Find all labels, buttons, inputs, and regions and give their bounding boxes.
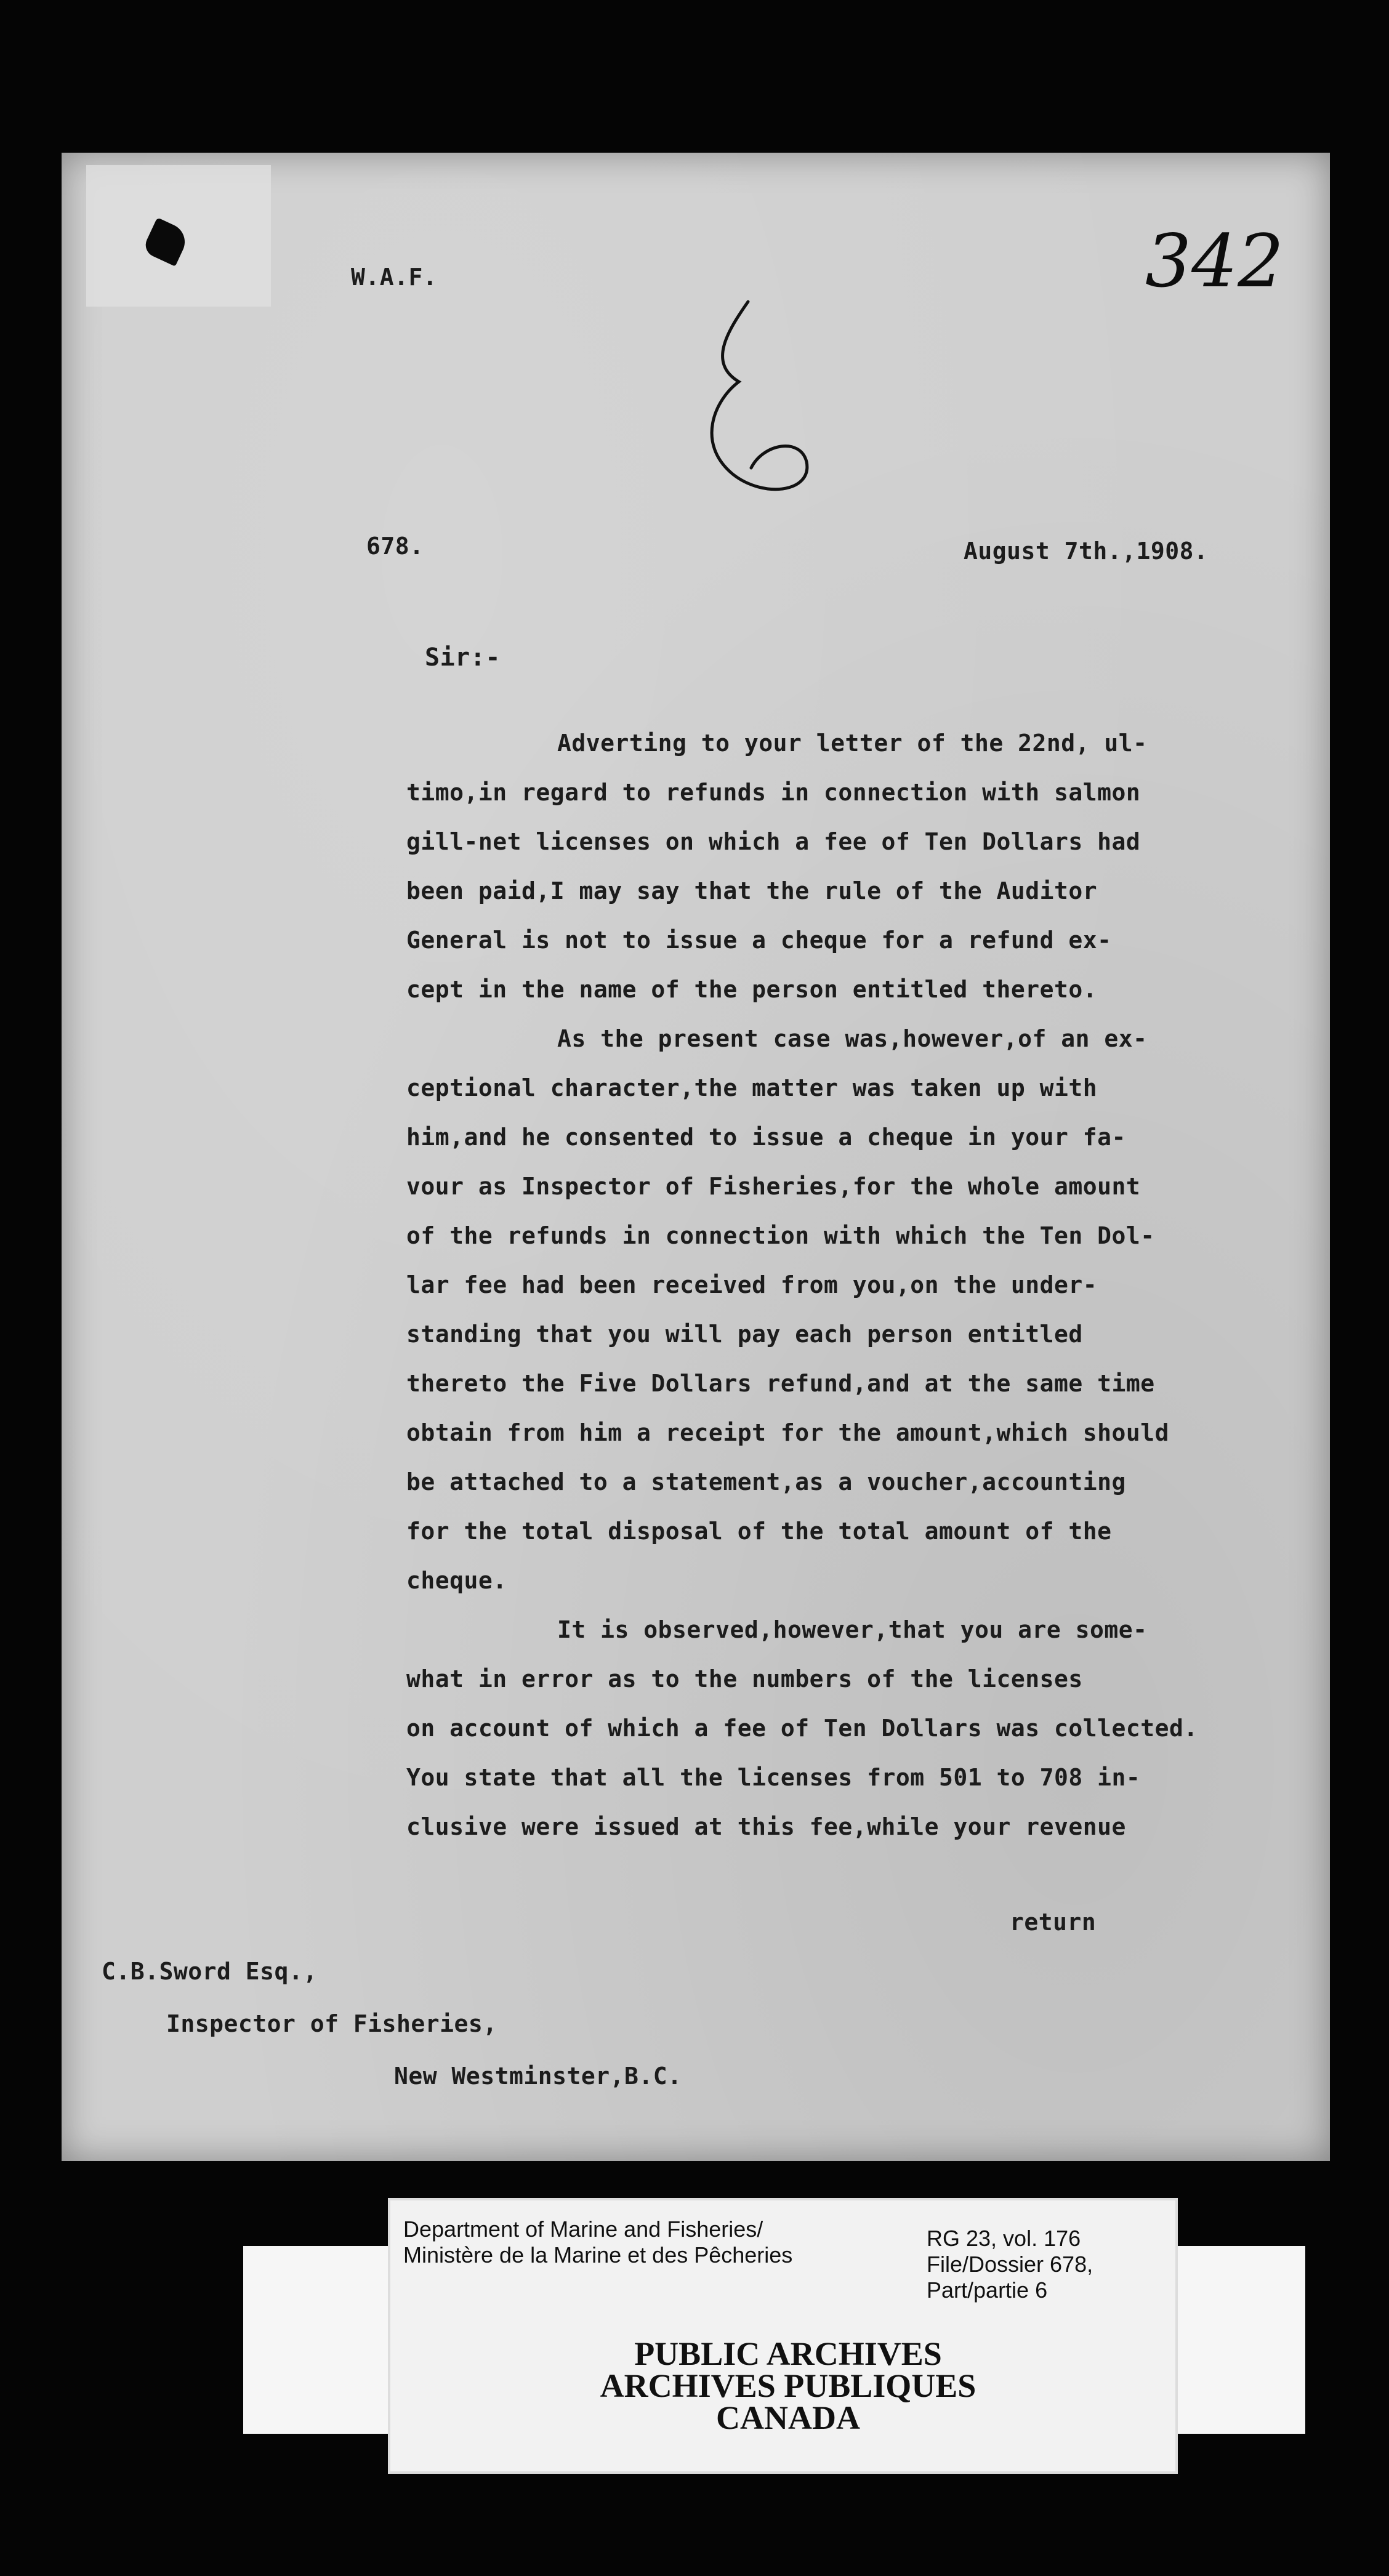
addressee-line: Inspector of Fisheries, — [166, 2010, 497, 2037]
addressee-line: C.B.Sword Esq., — [102, 1958, 318, 1985]
body-line: been paid,I may say that the rule of the Auditor — [406, 877, 1098, 904]
body-line: gill-net licenses on which a fee of Ten Dollars had — [406, 828, 1141, 855]
continuation-word: return — [1010, 1909, 1097, 1936]
body-line: on account of which a fee of Ten Dollars was collected. — [406, 1715, 1198, 1742]
body-line: clusive were issued at this fee,while your revenue — [406, 1813, 1126, 1840]
addressee-line: New Westminster,B.C. — [394, 2063, 682, 2090]
archive-reference: File/Dossier 678, — [927, 2252, 1093, 2277]
folio-number: 342 — [1145, 219, 1284, 304]
body-line: As the present case was,however,of an ex- — [557, 1025, 1148, 1052]
body-line: standing that you will pay each person entitled — [406, 1321, 1083, 1348]
body-line: thereto the Five Dollars refund,and at the same time — [406, 1370, 1155, 1397]
department-fr: Ministère de la Marine et des Pêcheries — [403, 2242, 793, 2268]
archive-reference: Part/partie 6 — [927, 2277, 1048, 2303]
salutation: Sir:- — [425, 643, 501, 672]
body-line: obtain from him a receipt for the amount,which should — [406, 1419, 1170, 1446]
body-line: It is observed,however,that you are some- — [557, 1616, 1148, 1643]
body-line: ceptional character,the matter was taken up with — [406, 1074, 1098, 1101]
department-en: Department of Marine and Fisheries/ — [403, 2216, 763, 2242]
letter-date: August 7th.,1908. — [964, 537, 1209, 565]
archive-stamp-line: PUBLIC ARCHIVES — [634, 2335, 942, 2372]
body-line: for the total disposal of the total amount of the — [406, 1518, 1112, 1545]
archive-stamp-line: ARCHIVES PUBLIQUES — [600, 2367, 976, 2404]
archive-reference: RG 23, vol. 176 — [927, 2226, 1081, 2251]
body-line: be attached to a statement,as a voucher,accounting — [406, 1468, 1126, 1495]
body-line: cheque. — [406, 1567, 507, 1594]
body-line: vour as Inspector of Fisheries,for the whole amount — [406, 1173, 1141, 1200]
body-line: lar fee had been received from you,on the under- — [406, 1271, 1098, 1298]
archive-stamp-line: CANADA — [716, 2399, 860, 2436]
body-line: cept in the name of the person entitled thereto. — [406, 976, 1098, 1003]
body-line: timo,in regard to refunds in connection with salmon — [406, 779, 1141, 806]
handwritten-mark — [690, 289, 825, 511]
body-line: Adverting to your letter of the 22nd, ul- — [557, 730, 1148, 757]
body-line: General is not to issue a cheque for a refund ex- — [406, 927, 1112, 954]
file-number: 678. — [366, 533, 424, 560]
body-line: what in error as to the numbers of the licenses — [406, 1665, 1083, 1693]
body-line: him,and he consented to issue a cheque in your fa- — [406, 1124, 1126, 1151]
body-line: of the refunds in connection with which the Ten Dol- — [406, 1222, 1155, 1249]
body-line: You state that all the licenses from 501 to 708 in- — [406, 1764, 1141, 1791]
initials: W.A.F. — [351, 264, 438, 291]
